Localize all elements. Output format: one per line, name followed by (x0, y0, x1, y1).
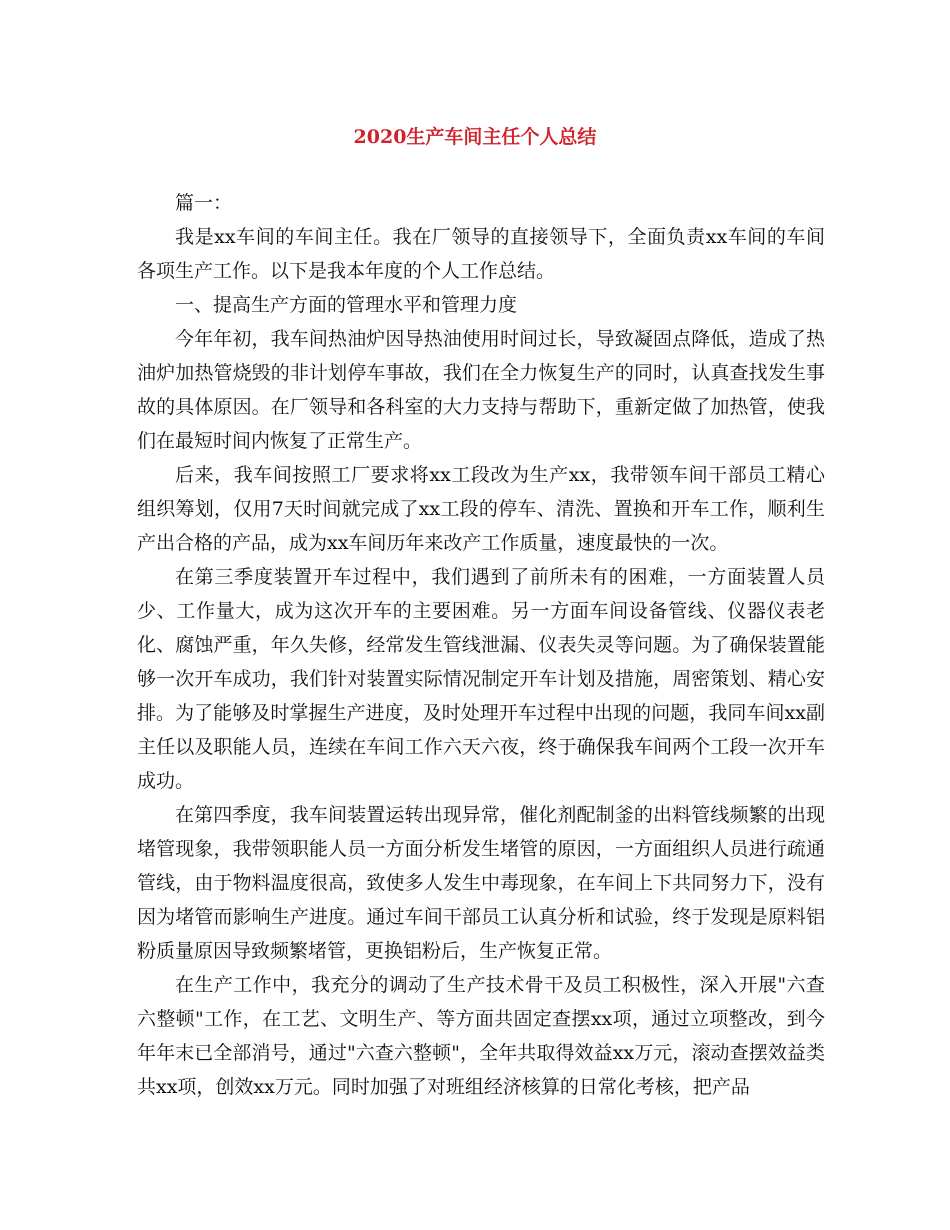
section-heading-one: 一、提高生产方面的管理水平和管理力度 (175, 294, 518, 316)
paragraph: 今年年初，我车间热油炉因导热油使用时间过长，导致凝固点降低，造成了热油炉加热管烧毁的非计划停车事故，我们在全力恢复生产的同时，认真查找发生事故的具体原因。在厂领导和各科室的大力支持与帮助下，重新定做了加热管，使我们在最短时间内恢复了正常生产。 (137, 328, 825, 452)
paragraph: 在第三季度装置开车过程中，我们遇到了前所未有的困难，一方面装置人员少、工作量大，成为这次开车的主要困难。另一方面车间设备管线、仪器仪表老化、腐蚀严重，年久失修，经常发生管线泄漏、仪表失灵等问题。为了确保装置能够一次开车成功，我们针对装置实际情况制定开车计划及措施，周密策划、精心安排。为了能够及时掌握生产进度，及时处理开车过程中出现的问题，我同车间xx副主任以及职能人员，连续在车间工作六天六夜，终于确保我车间两个工段一次开车成功。 (137, 566, 825, 792)
paragraph-intro: 我是xx车间的车间主任。我在厂领导的直接领导下，全面负责xx车间的车间各项生产工作。以下是我本年度的个人工作总结。 (137, 226, 825, 282)
document-body (137, 186, 825, 1104)
paragraph: 后来，我车间按照工厂要求将xx工段改为生产xx，我带领车间干部员工精心组织筹划，仅用7天时间就完成了xx工段的停车、清洗、置换和开车工作，顺利生产出合格的产品，成为xx车间历年来改产工作质量，速度最快的一次。 (137, 464, 825, 554)
paragraph: 在生产工作中，我充分的调动了生产技术骨干及员工积极性，深入开展"六查六整顿"工作，在工艺、文明生产、等方面共固定查摆xx项，通过立项整改，到今年年末已全部消号，通过"六查六整顿"，全年共取得效益xx万元，滚动查摆效益类共xx项，创效xx万元。同时加强了对班组经济核算的日常化考核，把产品 (137, 974, 825, 1098)
paragraph: 在第四季度，我车间装置运转出现异常，催化剂配制釜的出料管线频繁的出现堵管现象，我带领职能人员一方面分析发生堵管的原因，一方面组织人员进行疏通管线，由于物料温度很高，致使多人发生中毒现象，在车间上下共同努力下，没有因为堵管而影响生产进度。通过车间干部员工认真分析和试验，终于发现是原料铝粉质量原因导致频繁堵管，更换铝粉后，生产恢复正常。 (137, 804, 825, 962)
document-title: 2020生产车间主任个人总结 (353, 126, 597, 148)
paragraph-heading-part-one: 篇一： (175, 192, 233, 214)
